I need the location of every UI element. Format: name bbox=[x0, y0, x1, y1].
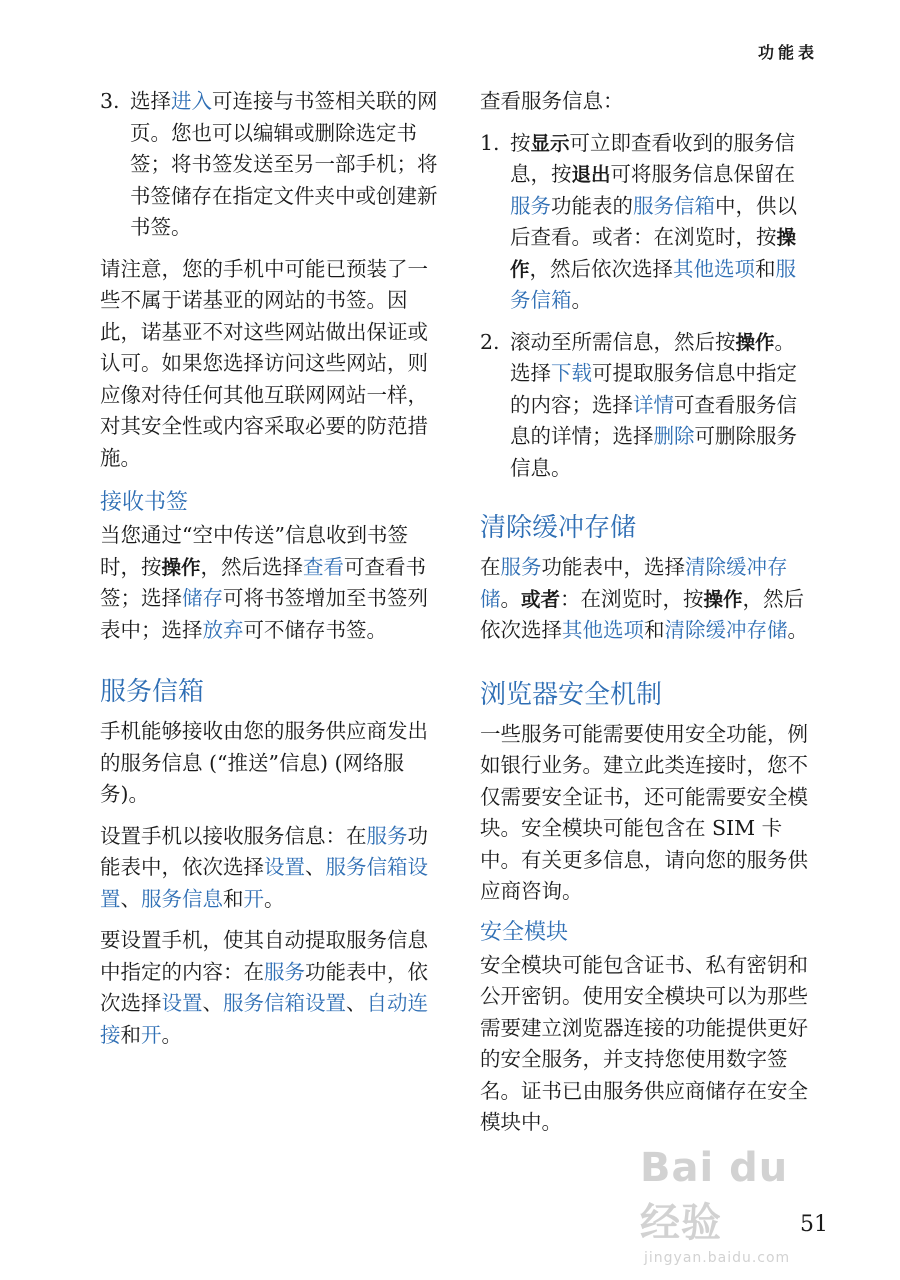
page-header-title: 功能表 bbox=[757, 43, 818, 62]
menu-term: 服务信息 bbox=[141, 886, 223, 911]
page-number: 51 bbox=[800, 1212, 828, 1237]
key-term: 操作 bbox=[510, 226, 797, 281]
text-run: 、 bbox=[120, 886, 141, 911]
menu-term: 删除 bbox=[653, 424, 695, 448]
text-run: 当您通过“空中传送”信息收到书签时，按 bbox=[100, 523, 408, 579]
text-run: 功能表中，依次选择 bbox=[100, 959, 428, 1015]
text-run: 。 bbox=[161, 1022, 182, 1047]
left-column bbox=[100, 86, 446, 1061]
browser-security-paragraph: 一些服务可能需要使用安全功能，例如银行业务。建立此类连接时，您不仅需要安全证书，还可能需要安全模块。安全模块可能包含在 SIM 卡中。有关更多信息，请向您的服务供应商咨询。 bbox=[480, 721, 808, 903]
key-term: 操作 bbox=[161, 555, 201, 579]
text-run: 可将服务信息保留在 bbox=[610, 162, 796, 186]
text-run: 、 bbox=[305, 855, 326, 879]
key-term: 或者 bbox=[521, 587, 561, 611]
menu-term: 其他选项 bbox=[562, 618, 644, 642]
text-run: 选择 bbox=[130, 89, 171, 113]
menu-term: 服务信箱设置 bbox=[223, 991, 346, 1015]
menu-term: 开 bbox=[243, 886, 264, 911]
menu-term: 服务 bbox=[366, 823, 408, 848]
text-run: 和 bbox=[644, 618, 665, 642]
key-term: 退出 bbox=[571, 163, 611, 186]
text-run: ：在浏览时，按 bbox=[560, 586, 704, 611]
text-run: 可连接与书签相关联的网页。您也可以编辑或删除选定书签；将书签发送至另一部手机；将书签储存在指定文件夹中或创建新书签。 bbox=[130, 89, 438, 239]
list-item-2 bbox=[480, 327, 815, 485]
text-run: 。 bbox=[787, 618, 808, 642]
key-term: 显示 bbox=[530, 131, 570, 155]
menu-term: 储存 bbox=[182, 586, 223, 610]
text-run: 和 bbox=[223, 886, 244, 911]
note-paragraph: 请注意，您的手机中可能已预装了一些不属于诺基亚的网站的书签。因此，诺基亚不对这些网站做出保证或认可。如果您选择访问这些网站，则应像对待任何其他互联网网站一样，对其安全性或内容采取必要的防范措施。 bbox=[100, 256, 428, 470]
section-heading-service-inbox: 服务信箱 bbox=[100, 677, 205, 707]
text-run: 。选择 bbox=[510, 329, 796, 385]
menu-term: 服务 bbox=[500, 555, 542, 579]
menu-term: 其他选项 bbox=[673, 256, 756, 281]
text-run: ，然后选择 bbox=[200, 554, 304, 579]
watermark-logo: Bai du 经验 bbox=[640, 1145, 789, 1246]
watermark-url: jingyan.baidu.com bbox=[644, 1250, 791, 1266]
list-item-text bbox=[130, 86, 446, 244]
service-inbox-intro: 手机能够接收由您的服务供应商发出的服务信息 (“推送”信息) (网络服务)。 bbox=[100, 719, 428, 806]
menu-term: 清除缓冲存储 bbox=[664, 618, 788, 642]
clear-cache-paragraph bbox=[480, 552, 815, 647]
text-run: 要设置手机，使其自动提取服务信息中指定的内容：在 bbox=[100, 928, 428, 984]
text-run: ，然后依次选择 bbox=[529, 256, 674, 281]
menu-term: 开 bbox=[141, 1022, 162, 1047]
text-run: 和 bbox=[120, 1022, 141, 1047]
menu-term: 下载 bbox=[551, 361, 592, 385]
list-item-text bbox=[510, 128, 815, 317]
menu-term: 自动连接 bbox=[100, 991, 428, 1047]
baidu-jingyan-watermark bbox=[640, 1145, 840, 1266]
menu-term: 服务信箱 bbox=[633, 193, 715, 218]
text-run: 功能表中，依次选择 bbox=[100, 823, 428, 879]
service-inbox-autoload bbox=[100, 925, 446, 1051]
view-messages-intro: 查看服务信息： bbox=[480, 89, 624, 113]
text-run: 可将书签增加至书签列表中；选择 bbox=[100, 586, 428, 642]
section-heading-clear-cache: 清除缓冲存储 bbox=[480, 513, 637, 543]
key-term: 操作 bbox=[703, 587, 743, 611]
section-heading-security-module: 安全模块 bbox=[480, 919, 569, 945]
menu-term: 服务信箱 bbox=[510, 256, 797, 312]
text-run: ，然后依次选择 bbox=[480, 586, 805, 642]
security-module-paragraph: 安全模块可能包含证书、私有密钥和公开密钥。使用安全模块可以为那些需要建立浏览器连接的功能提供更好的安全服务，并支持您使用数字签名。证书已由服务供应商储存在安全模块中。 bbox=[480, 952, 808, 1134]
text-run: 可删除服务信息。 bbox=[510, 424, 797, 480]
service-inbox-setup bbox=[100, 821, 446, 916]
list-item-text bbox=[510, 327, 815, 485]
text-run: 中，供以后查看。或者：在浏览时，按 bbox=[510, 193, 797, 249]
list-number: 2. bbox=[480, 329, 500, 354]
right-column bbox=[480, 86, 815, 1149]
text-run: 、 bbox=[346, 991, 367, 1015]
list-number: 3. bbox=[100, 89, 120, 113]
text-run: 可立即查看收到的服务信息，按 bbox=[510, 130, 796, 186]
receive-bookmarks-paragraph bbox=[100, 520, 446, 646]
text-run: 可提取服务信息中指定的内容；选择 bbox=[510, 361, 797, 417]
menu-term: 服务 bbox=[510, 193, 551, 218]
list-number: 1. bbox=[480, 130, 500, 155]
section-heading-receive-bookmarks: 接收书签 bbox=[100, 490, 189, 515]
menu-term: 放弃 bbox=[202, 617, 244, 642]
menu-term: 设置 bbox=[264, 855, 305, 879]
menu-term: 服务 bbox=[264, 959, 305, 984]
list-item-1 bbox=[480, 128, 815, 317]
text-run: 功能表的 bbox=[551, 193, 633, 218]
section-heading-browser-security: 浏览器安全机制 bbox=[480, 679, 663, 710]
menu-term: 进入 bbox=[171, 89, 212, 113]
text-run: 按 bbox=[510, 130, 531, 155]
list-item-3 bbox=[100, 86, 446, 244]
text-run: 、 bbox=[202, 991, 223, 1015]
text-run: 可查看服务信息的详情；选择 bbox=[510, 392, 797, 448]
text-run: 可不储存书签。 bbox=[243, 617, 387, 642]
text-run: 滚动至所需信息，然后按 bbox=[510, 329, 736, 354]
key-term: 操作 bbox=[735, 330, 775, 354]
text-run: 功能表中，选择 bbox=[541, 555, 685, 579]
text-run: 。 bbox=[571, 288, 592, 312]
text-run: 。 bbox=[500, 586, 521, 611]
menu-term: 详情 bbox=[633, 392, 674, 417]
menu-term: 清除缓冲存储 bbox=[480, 555, 788, 611]
text-run: 可查看书签；选择 bbox=[100, 554, 427, 610]
text-run: 和 bbox=[755, 256, 776, 281]
menu-term: 查看 bbox=[303, 554, 345, 579]
text-run: 设置手机以接收服务信息：在 bbox=[100, 823, 367, 848]
menu-term: 服务信箱设置 bbox=[100, 855, 428, 911]
menu-term: 设置 bbox=[161, 991, 203, 1015]
text-run: 在 bbox=[480, 555, 501, 579]
text-run: 。 bbox=[264, 886, 285, 911]
